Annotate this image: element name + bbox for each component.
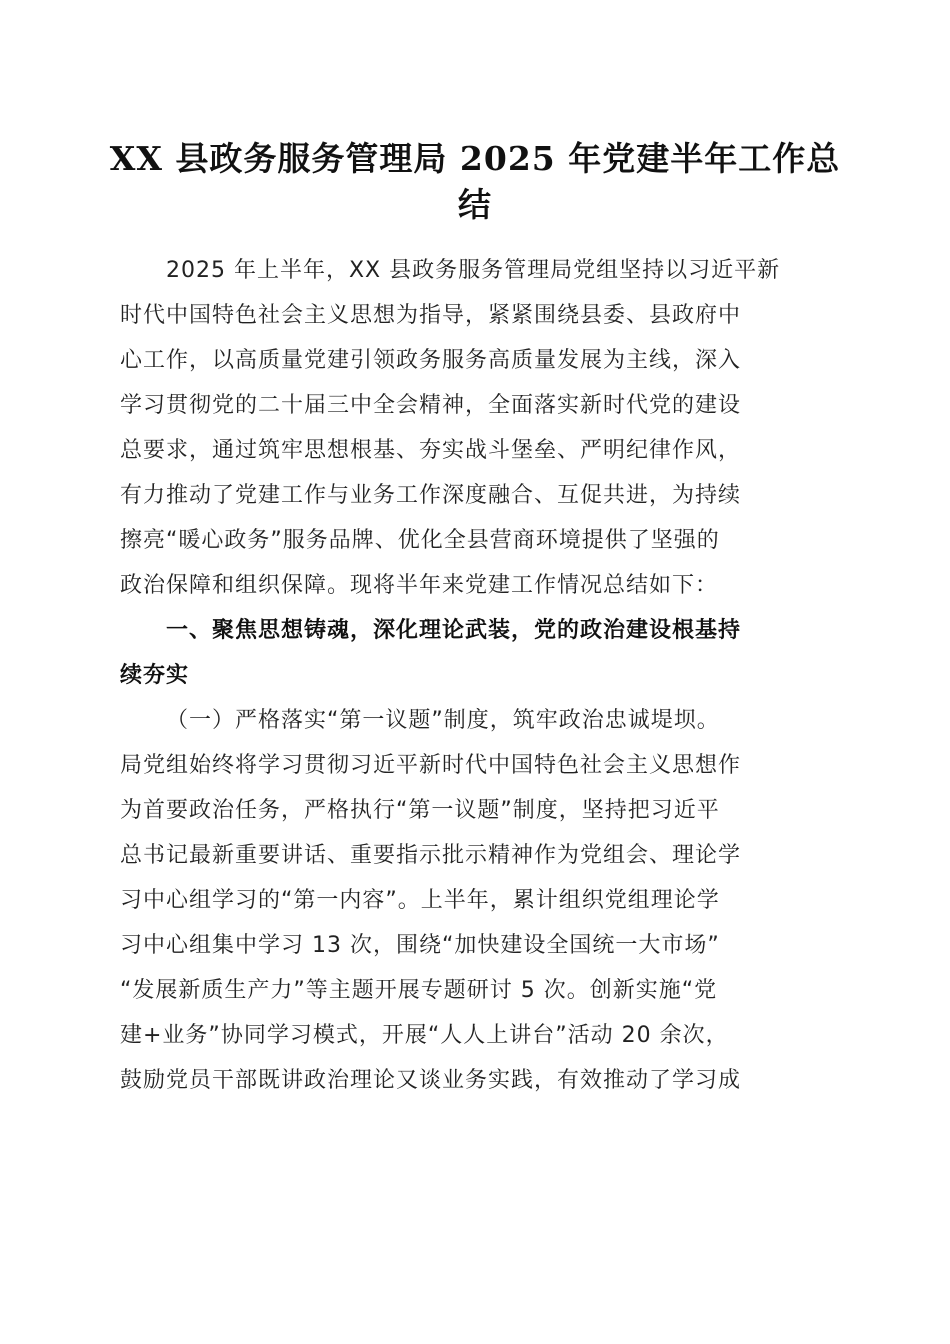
heading-line: 续夯实 [120, 663, 190, 688]
subsection-paragraph-1 [120, 698, 830, 1103]
text-line: 学习贯彻党的二十届三中全会精神，全面落实新时代党的建设 [120, 393, 742, 418]
text-line: 鼓励党员干部既讲政治理论又谈业务实践，有效推动了学习成 [120, 1068, 742, 1093]
text-line: 习中心组集中学习 13 次，围绕“加快建设全国统一大市场” [120, 933, 720, 958]
document-body [120, 248, 830, 1103]
text-line: 总书记最新重要讲话、重要指示批示精神作为党组会、理论学 [120, 843, 742, 868]
text-line: 心工作，以高质量党建引领政务服务高质量发展为主线，深入 [120, 348, 742, 373]
text-line: 局党组始终将学习贯彻习近平新时代中国特色社会主义思想作 [120, 753, 742, 778]
section-heading-1 [120, 608, 830, 698]
title-line: 结 [458, 185, 492, 224]
text-line: 有力推动了党建工作与业务工作深度融合、互促共进，为持续 [120, 483, 742, 508]
title-line: XX 县政务服务管理局 2025 年党建半年工作总 [109, 139, 841, 178]
intro-paragraph [120, 248, 830, 608]
text-line: 擦亮“暖心政务”服务品牌、优化全县营商环境提供了坚强的 [120, 528, 720, 553]
subsection-heading-line: （一）严格落实“第一议题”制度，筑牢政治忠诚堤坝。 [166, 708, 720, 733]
text-line: 习中心组学习的“第一内容”。上半年，累计组织党组理论学 [120, 888, 720, 913]
text-line: 政治保障和组织保障。现将半年来党建工作情况总结如下： [120, 573, 719, 598]
text-line: 为首要政治任务，严格执行“第一议题”制度，坚持把习近平 [120, 798, 720, 823]
text-line: 时代中国特色社会主义思想为指导，紧紧围绕县委、县政府中 [120, 303, 742, 328]
document-title [100, 136, 850, 228]
text-line: 总要求，通过筑牢思想根基、夯实战斗堡垒、严明纪律作风， [120, 438, 742, 463]
text-line: 建+业务”协同学习模式，开展“人人上讲台”活动 20 余次， [120, 1023, 729, 1048]
text-line: 2025 年上半年，XX 县政务服务管理局党组坚持以习近平新 [166, 258, 781, 283]
text-line: “发展新质生产力”等主题开展专题研讨 5 次。创新实施“党 [120, 978, 718, 1003]
heading-line: 一、聚焦思想铸魂，深化理论武装，党的政治建设根基持 [166, 618, 742, 643]
